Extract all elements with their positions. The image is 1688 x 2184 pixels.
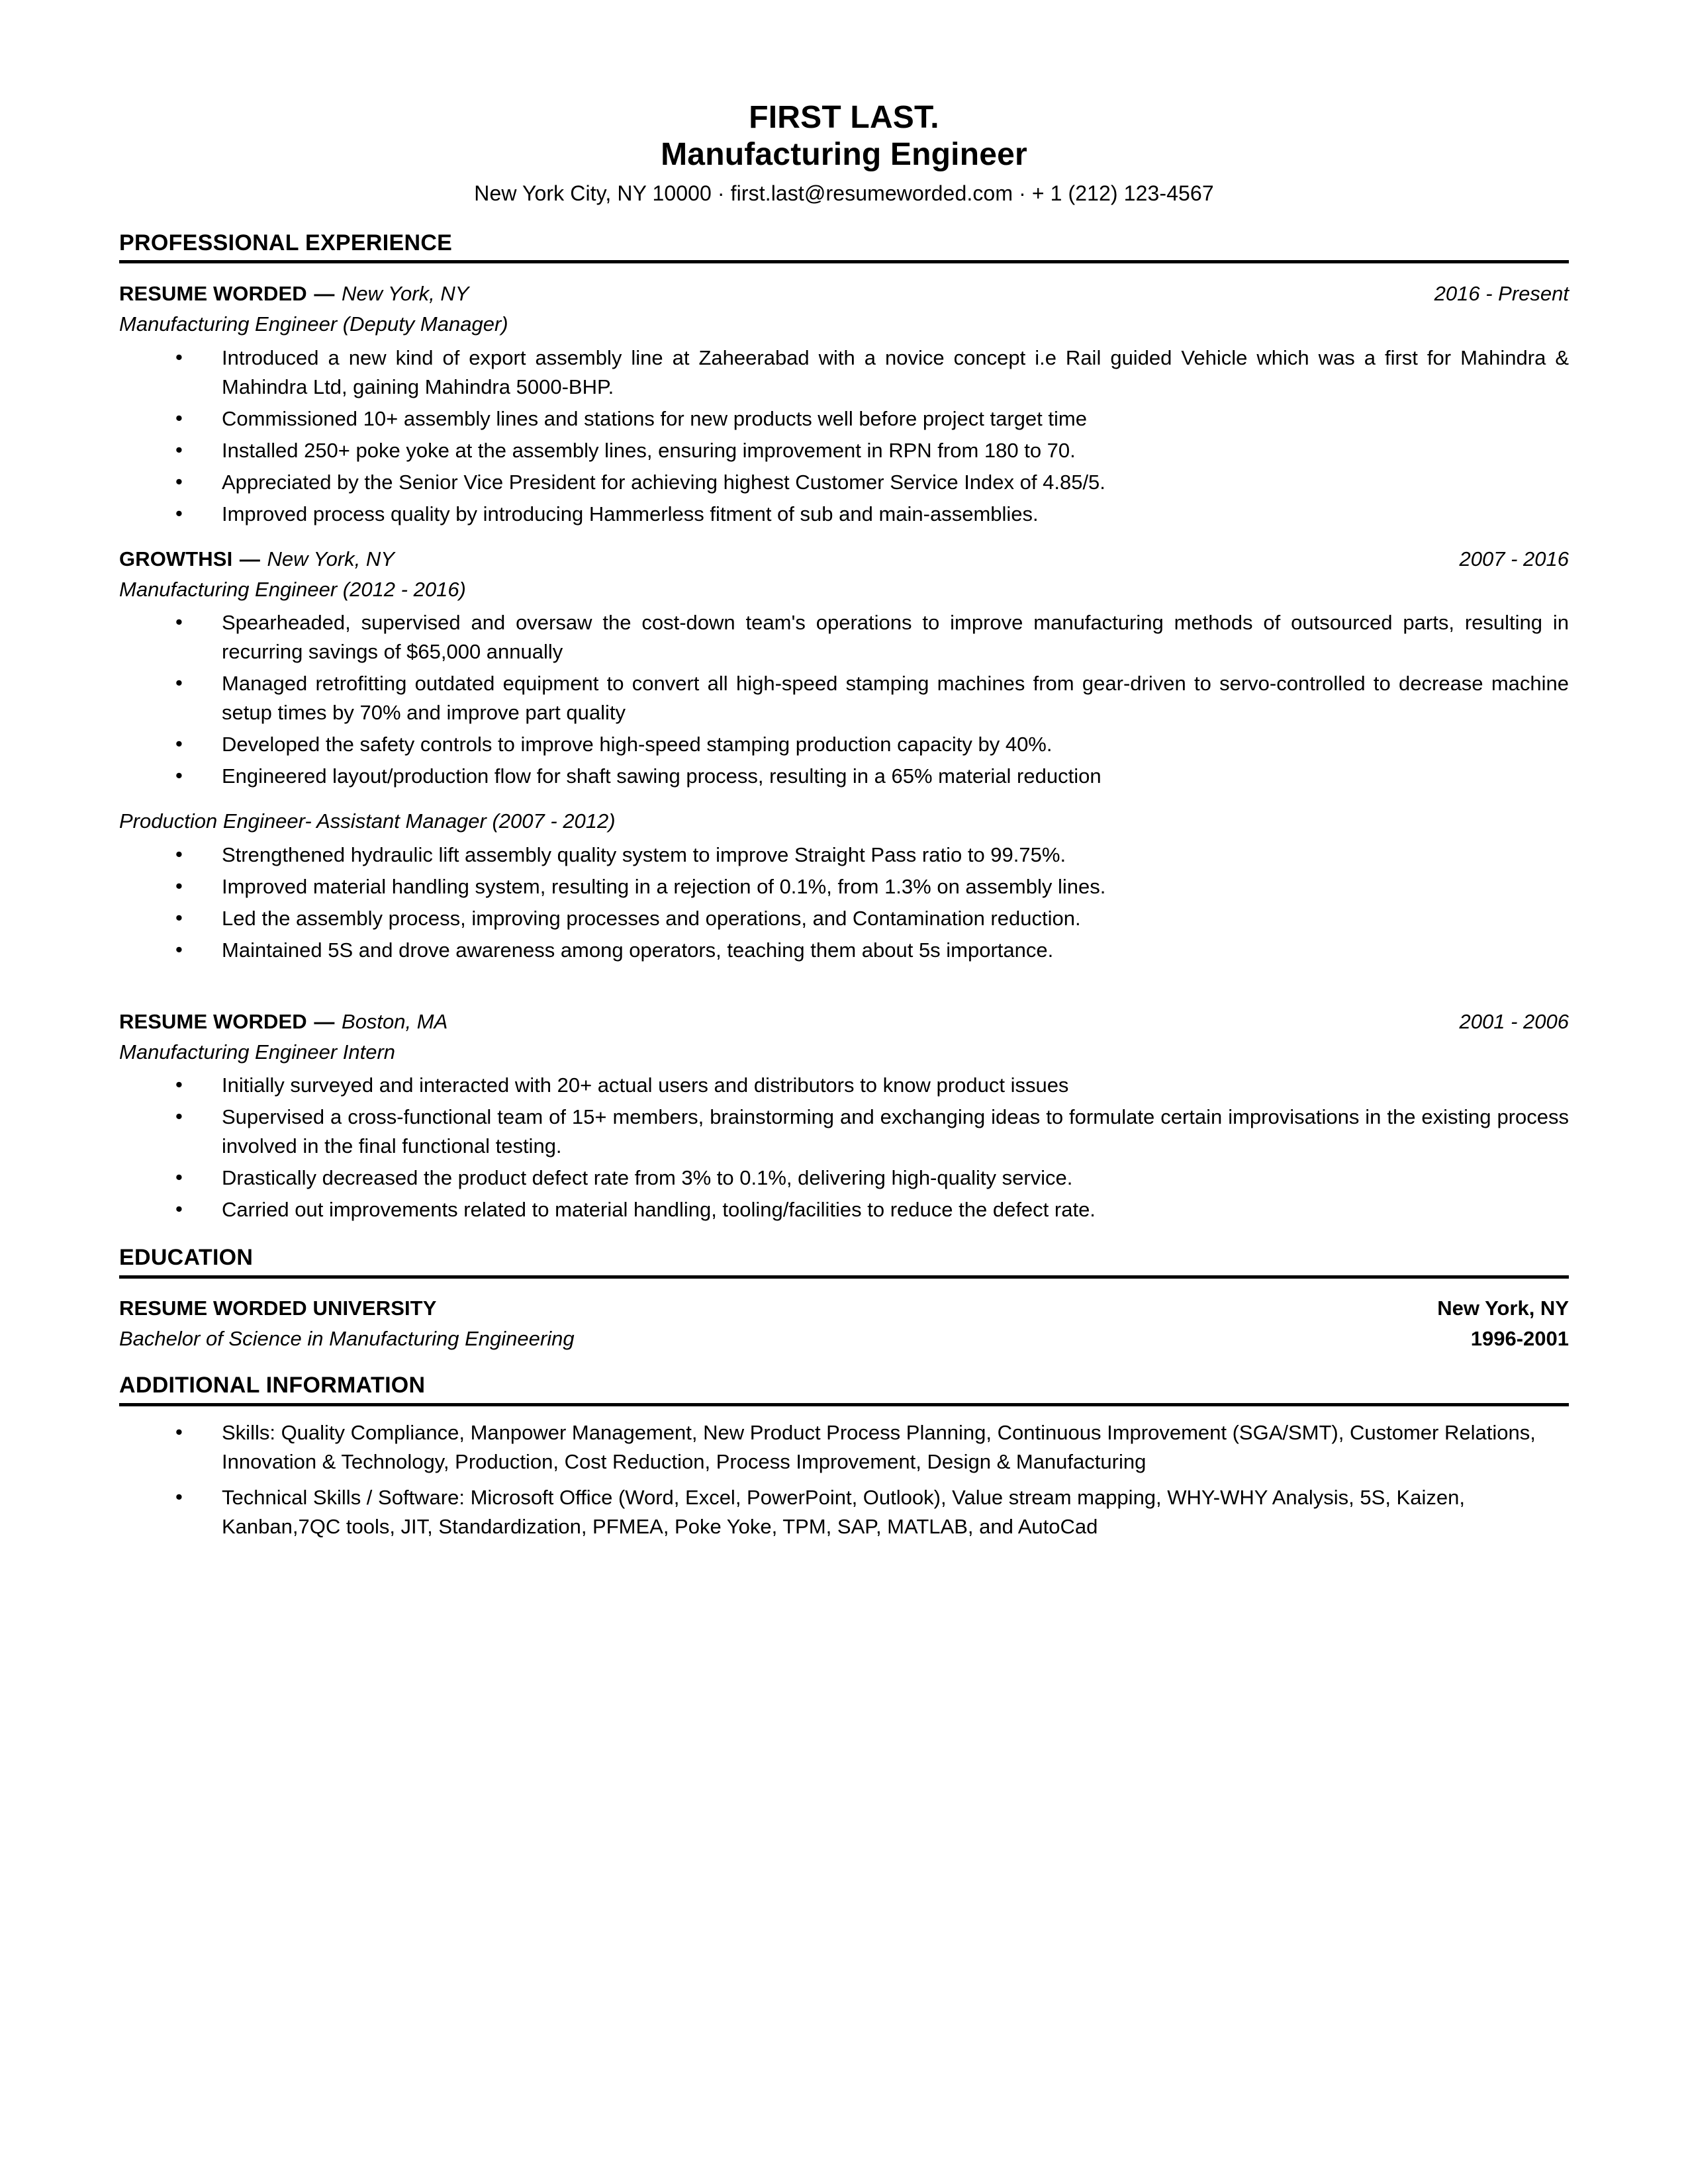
section-heading-additional: ADDITIONAL INFORMATION — [119, 1373, 1569, 1406]
experience-bullet: • Led the assembly process, improving processes and operations, and Contamination reduction. — [119, 904, 1569, 933]
education-entry — [119, 1295, 1569, 1353]
experience-bullet-list — [119, 1071, 1569, 1224]
section-heading-experience: PROFESSIONAL EXPERIENCE — [119, 231, 1569, 263]
section-heading-education: EDUCATION — [119, 1246, 1569, 1278]
experience-bullet: • Introduced a new kind of export assembly line at Zaheerabad with a novice concept i.e Rail guided Vehicle which was a first for Mahindra & Mahindra Ltd, gaining Mahindra 5000-BHP. — [119, 343, 1569, 402]
additional-bullet: • Technical Skills / Software: Microsoft Office (Word, Excel, PowerPoint, Outlook), Value stream mapping, WHY-WHY Analysis, 5S, Kaizen, Kanban,7QC tools, JIT, Standardization, PFMEA, Poke Yoke, TPM, SAP, MATLAB, and AutoCad — [119, 1483, 1569, 1541]
employment-dates: 2016 - Present — [1434, 281, 1569, 305]
experience-bullet: • Spearheaded, supervised and oversaw the cost-down team's operations to improve manufacturing methods of outsourced parts, resulting in recurring savings of $65,000 annually — [119, 608, 1569, 666]
experience-bullet: • Strengthened hydraulic lift assembly quality system to improve Straight Pass ratio to 99.75%. — [119, 841, 1569, 870]
degree-name: Bachelor of Science in Manufacturing Engineering — [119, 1327, 575, 1351]
education-school-row — [119, 1295, 1569, 1322]
resume-header — [119, 0, 1569, 208]
contact-line: New York City, NY 10000 · first.last@resumeworded.com · + 1 (212) 123-4567 — [474, 181, 1214, 206]
experience-bullet: • Carried out improvements related to material handling, tooling/facilities to reduce the defect rate. — [119, 1195, 1569, 1224]
experience-entry — [119, 1009, 1569, 1225]
section-education — [119, 1246, 1569, 1352]
job-title: Manufacturing Engineer (2012 - 2016) — [119, 577, 466, 601]
employer-separator: — — [239, 547, 260, 570]
experience-bullet: • Commissioned 10+ assembly lines and stations for new products well before project target time — [119, 404, 1569, 433]
additional-bullet-list — [119, 1418, 1569, 1541]
experience-bullet: • Managed retrofitting outdated equipment to convert all high-speed stamping machines from gear-driven to servo-controlled to decrease machine setup times by 70% and improve part quality — [119, 669, 1569, 727]
experience-entry-org-line — [119, 281, 469, 307]
employment-dates: 2007 - 2016 — [1459, 547, 1569, 570]
experience-bullet: • Developed the safety controls to improve high-speed stamping production capacity by 40%. — [119, 730, 1569, 759]
experience-bullet-list-secondary — [119, 841, 1569, 965]
experience-bullet: • Drastically decreased the product defect rate from 3% to 0.1%, delivering high-quality service. — [119, 1163, 1569, 1193]
candidate-name: FIRST LAST. — [749, 100, 939, 135]
experience-bullet-list — [119, 608, 1569, 791]
employer-location: Boston, MA — [342, 1009, 448, 1033]
employer-location: New York, NY — [267, 547, 395, 570]
employment-dates: 2001 - 2006 — [1459, 1009, 1569, 1033]
experience-entry-org-line — [119, 546, 395, 572]
experience-bullet: • Initially surveyed and interacted with 20+ actual users and distributors to know product issues — [119, 1071, 1569, 1100]
section-additional-information — [119, 1373, 1569, 1541]
section-professional-experience — [119, 231, 1569, 1225]
school-name: RESUME WORDED UNIVERSITY — [119, 1296, 437, 1320]
experience-bullet: • Supervised a cross-functional team of 15+ members, brainstorming and exchanging ideas to formulate certain improvisations in the existing process involved in the final functional testing. — [119, 1103, 1569, 1161]
experience-bullet: • Appreciated by the Senior Vice President for achieving highest Customer Service Index of 4.85/5. — [119, 468, 1569, 497]
experience-bullet-list — [119, 343, 1569, 529]
employer-name: GROWTHSI — [119, 547, 233, 570]
experience-bullet: • Maintained 5S and drove awareness among operators, teaching them about 5s importance. — [119, 936, 1569, 965]
employer-separator: — — [314, 1009, 335, 1033]
job-title: Manufacturing Engineer Intern — [119, 1040, 396, 1064]
experience-entry-header — [119, 546, 1569, 572]
job-title-secondary: Production Engineer- Assistant Manager (2007 - 2012) — [119, 809, 616, 833]
experience-entry — [119, 281, 1569, 529]
experience-entry-org-line — [119, 1009, 447, 1035]
experience-entry — [119, 546, 1569, 965]
employer-name: RESUME WORDED — [119, 1009, 307, 1033]
entry-spacer — [119, 965, 1569, 991]
school-location: New York, NY — [1437, 1296, 1569, 1320]
employer-name: RESUME WORDED — [119, 281, 307, 305]
job-title: Manufacturing Engineer (Deputy Manager) — [119, 312, 508, 336]
candidate-job-title: Manufacturing Engineer — [661, 136, 1027, 172]
experience-entry-header — [119, 1009, 1569, 1035]
degree-years: 1996-2001 — [1470, 1327, 1569, 1351]
employer-separator: — — [314, 281, 335, 305]
experience-entry-header — [119, 281, 1569, 307]
experience-bullet: • Improved process quality by introducing Hammerless fitment of sub and main-assemblies. — [119, 500, 1569, 529]
education-degree-row — [119, 1326, 1569, 1352]
experience-bullet: • Engineered layout/production flow for shaft sawing process, resulting in a 65% material reduction — [119, 762, 1569, 791]
experience-bullet: • Improved material handling system, resulting in a rejection of 0.1%, from 1.3% on assembly lines. — [119, 872, 1569, 901]
additional-bullet: • Skills: Quality Compliance, Manpower Management, New Product Process Planning, Continuous Improvement (SGA/SMT), Customer Relations, Innovation & Technology, Production, Cost Reduction, Process Improvement, Design & Manufacturing — [119, 1418, 1569, 1477]
employer-location: New York, NY — [342, 281, 469, 305]
experience-bullet: • Installed 250+ poke yoke at the assembly lines, ensuring improvement in RPN from 180 to 70. — [119, 436, 1569, 465]
